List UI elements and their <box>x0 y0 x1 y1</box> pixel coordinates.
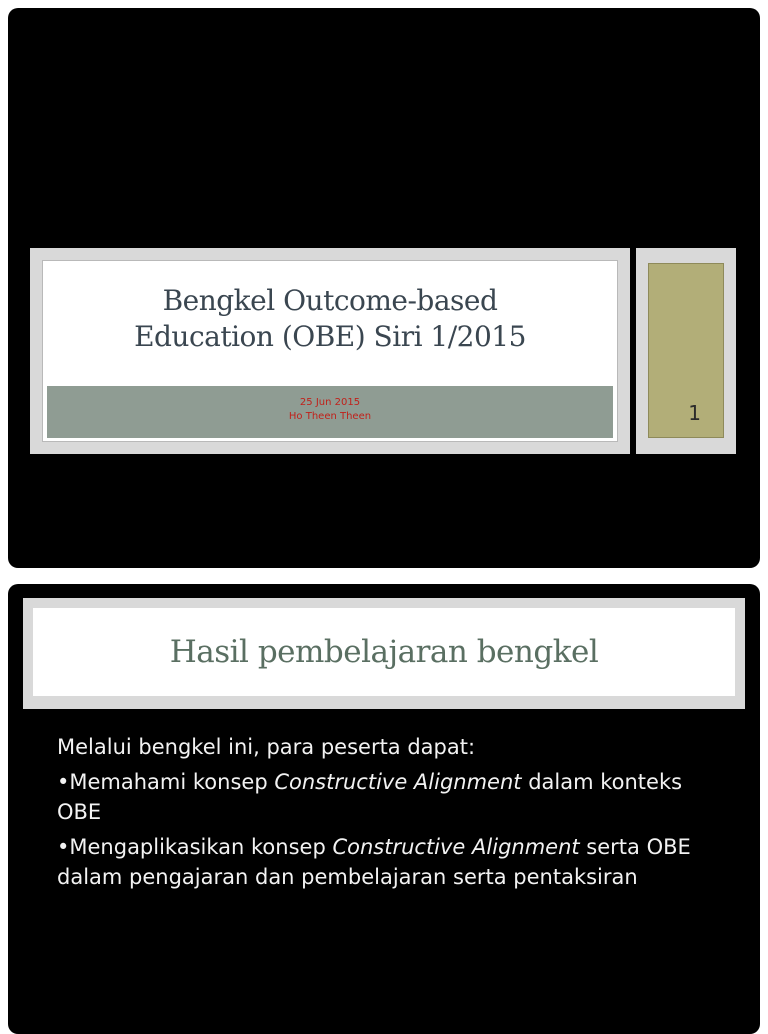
bullet-1-text-after: dalam konteks OBE <box>57 770 683 824</box>
subtitle-band <box>47 386 613 438</box>
bullet-1-emphasis: Constructive Alignment <box>274 770 522 794</box>
page-number: 1 <box>688 401 701 425</box>
slide-body <box>57 732 717 897</box>
bullet-1-text-before: •Memahami konsep <box>57 770 275 794</box>
bullet-2-text-before: •Mengaplikasikan konsep <box>57 835 333 859</box>
heading-box <box>33 608 735 696</box>
slide-title: Bengkel Outcome-based Education (OBE) Siri 1/2015 <box>134 284 526 353</box>
page-number-frame <box>636 248 736 454</box>
page-number-box <box>648 263 724 438</box>
presentation-date: 25 Jun 2015 <box>299 397 361 408</box>
presenter-name: Ho Theen Theen <box>288 411 372 422</box>
bullet-2-text-after: serta OBE dalam pengajaran dan pembelajaran serta pentaksiran <box>57 835 691 889</box>
bullet-2-emphasis: Constructive Alignment <box>332 835 580 859</box>
bullet-item-1 <box>57 767 717 827</box>
bullet-item-2 <box>57 832 717 892</box>
title-box <box>42 260 618 442</box>
slide-1 <box>8 8 760 568</box>
title-frame <box>30 248 630 454</box>
intro-line: Melalui bengkel ini, para peserta dapat: <box>57 735 476 759</box>
heading-frame <box>23 598 745 709</box>
slide-heading: Hasil pembelajaran bengkel <box>169 634 599 670</box>
slide-2 <box>8 584 760 1034</box>
